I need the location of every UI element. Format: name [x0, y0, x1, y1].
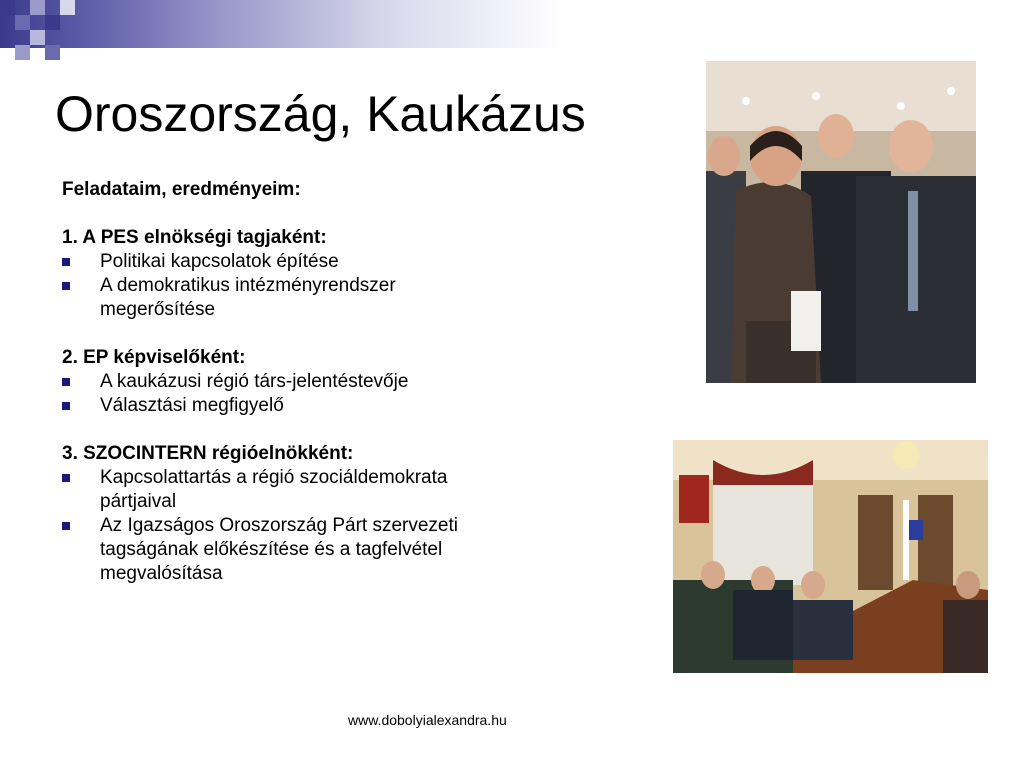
section-2-heading: 2. EP képviselőként: — [62, 347, 246, 368]
square-bullet-icon — [62, 402, 70, 410]
list-item: Az Igazságos Oroszország Párt szervezeti tagságának előkészítése és a tagfelvétel megvalósítása — [62, 514, 512, 586]
list-item: A demokratikus intézményrendszer megerősítése — [62, 274, 512, 322]
list-item: Kapcsolattartás a régió szociáldemokrata pártjaival — [62, 466, 512, 514]
list-item: Politikai kapcsolatok építése — [62, 250, 512, 274]
section-1-heading: 1. A PES elnökségi tagjaként: — [62, 227, 327, 248]
photo-delegation-meeting — [706, 61, 976, 383]
square-bullet-icon — [62, 474, 70, 482]
square-bullet-icon — [62, 378, 70, 386]
section-3-heading: 3. SZOCINTERN régióelnökként: — [62, 443, 354, 464]
square-bullet-icon — [62, 282, 70, 290]
list-item: Választási megfigyelő — [62, 394, 512, 418]
header-gradient-bar — [0, 0, 1024, 48]
intro-heading: Feladataim, eredményeim: — [62, 179, 301, 200]
footer-url: www.dobolyialexandra.hu — [348, 712, 507, 728]
list-item: A kaukázusi régió társ-jelentéstevője — [62, 370, 512, 394]
slide-title: Oroszország, Kaukázus — [55, 86, 586, 142]
square-bullet-icon — [62, 522, 70, 530]
photo-conference-room — [673, 440, 988, 673]
slide-content — [62, 178, 512, 586]
square-bullet-icon — [62, 258, 70, 266]
corner-decoration — [0, 0, 80, 64]
